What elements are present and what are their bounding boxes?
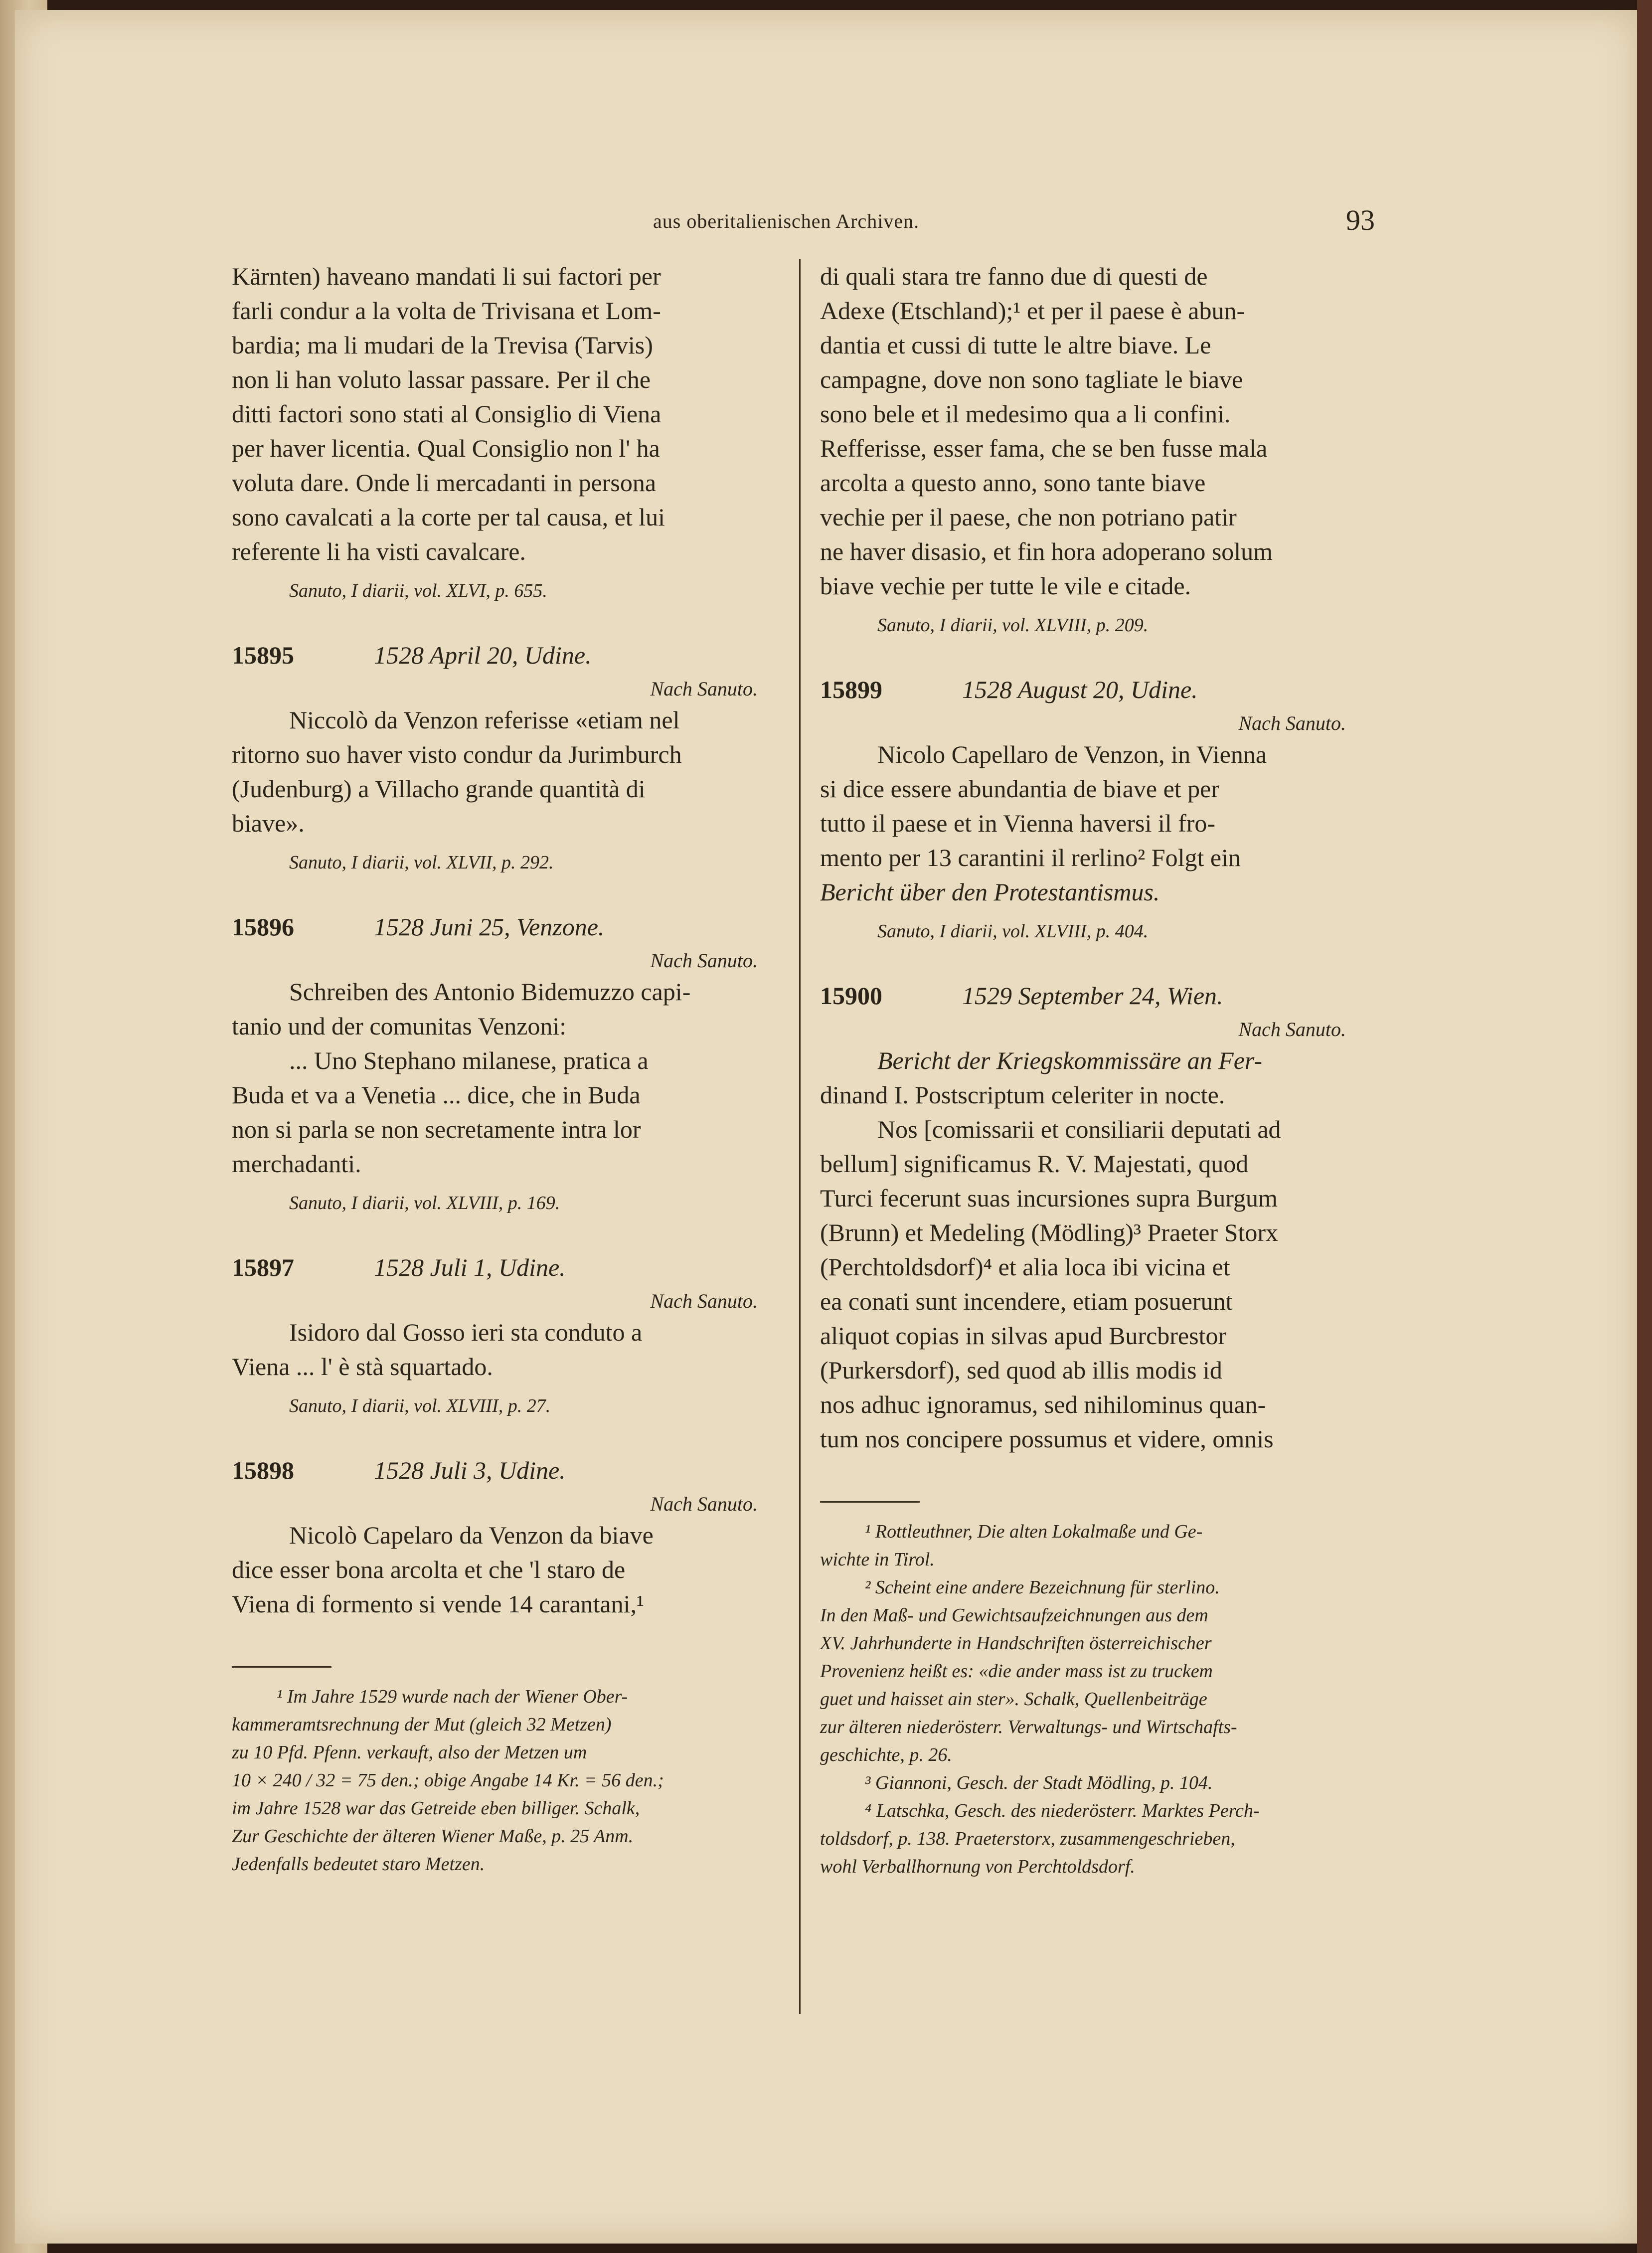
- entry-date: 1528 Juni 25, Venzone.: [374, 913, 605, 941]
- page-number: 93: [1346, 204, 1375, 236]
- entry-nach: Nach Sanuto.: [1238, 712, 1346, 734]
- right-column: [820, 259, 1373, 1881]
- left-footnotes: [232, 1683, 785, 1878]
- text-line: Nicolò Capelaro da Venzon da biave: [289, 1521, 654, 1549]
- entry-15895: [232, 641, 785, 877]
- footnote-line: kammeramtsrechnung der Mut (gleich 32 Metzen): [232, 1714, 612, 1735]
- entry-15896: [232, 912, 785, 1218]
- source-citation: Sanuto, I diarii, vol. XLVI, p. 655.: [289, 580, 547, 601]
- column-divider: [799, 259, 801, 2014]
- text-line: ... Uno Stephano milanese, pratica a: [289, 1046, 649, 1074]
- text-line: merchadanti.: [232, 1150, 361, 1178]
- text-line: farli condur a la volta de Trivisana et Lom-: [232, 297, 661, 325]
- text-line: arcolta a questo anno, sono tante biave: [820, 469, 1206, 497]
- footnote-line: 10 × 240 / 32 = 75 den.; obige Angabe 14 Kr. = 56 den.;: [232, 1770, 664, 1791]
- text-line: Niccolò da Venzon referisse «etiam nel: [289, 706, 680, 734]
- entry-number: 15897: [232, 1253, 294, 1281]
- entry-number: 15899: [820, 676, 882, 703]
- text-line: Viena di formento si vende 14 carantani,¹: [232, 1590, 644, 1618]
- footnote-line: zu 10 Pfd. Pfenn. verkauft, also der Metzen um: [232, 1742, 587, 1763]
- footnote-line: Provenienz heißt es: «die ander mass ist zu truckem: [820, 1661, 1213, 1682]
- text-line: ne haver disasio, et fin hora adoperano solum: [820, 537, 1273, 565]
- entry-15900: [820, 981, 1373, 1456]
- footnote-line: ³ Giannoni, Gesch. der Stadt Mödling, p. 104.: [865, 1772, 1213, 1793]
- text-line: dice esser bona arcolta et che 'l staro de: [232, 1556, 626, 1583]
- text-line: Adexe (Etschland);¹ et per il paese è abun-: [820, 297, 1245, 325]
- footnote-line: ¹ Rottleuthner, Die alten Lokalmaße und Ge-: [865, 1521, 1203, 1542]
- source-citation: Sanuto, I diarii, vol. XLVIII, p. 27.: [289, 1395, 551, 1416]
- text-line: Bericht über den Protestantismus.: [820, 878, 1160, 906]
- text-line: bellum] significamus R. V. Majestati, quod: [820, 1150, 1249, 1178]
- running-title: aus oberitalienischen Archiven.: [653, 210, 920, 232]
- footnote-line: XV. Jahrhunderte in Handschriften österreichischer: [820, 1633, 1212, 1654]
- footnote-line: zur älteren niederösterr. Verwaltungs- und Wirtschafts-: [820, 1717, 1237, 1737]
- text-line: (Brunn) et Medeling (Mödling)³ Praeter Storx: [820, 1218, 1278, 1246]
- footnote-line: toldsdorf, p. 138. Praeterstorx, zusammengeschrieben,: [820, 1828, 1235, 1849]
- footnote-rule: [232, 1666, 331, 1668]
- text-line: Schreiben des Antonio Bidemuzzo capi-: [289, 978, 691, 1006]
- entry-number: 15900: [820, 982, 882, 1010]
- text-line: tanio und der comunitas Venzoni:: [232, 1012, 567, 1040]
- text-line: sono bele et il medesimo qua a li confini.: [820, 400, 1231, 428]
- source-citation: Sanuto, I diarii, vol. XLVIII, p. 404.: [877, 921, 1149, 942]
- text-line: referente li ha visti cavalcare.: [232, 537, 526, 565]
- text-line: ritorno suo haver visto condur da Jurimburch: [232, 740, 682, 768]
- entry-nach: Nach Sanuto.: [650, 1290, 758, 1312]
- footnote-line: ² Scheint eine andere Bezeichnung für sterlino.: [865, 1577, 1220, 1598]
- entry-number: 15895: [232, 641, 294, 669]
- footnote-rule: [820, 1501, 920, 1503]
- entry-nach: Nach Sanuto.: [1238, 1018, 1346, 1040]
- footnote-line: ¹ Im Jahre 1529 wurde nach der Wiener Ober-: [277, 1686, 628, 1707]
- text-line: biave vechie per tutte le vile e citade.: [820, 572, 1191, 600]
- text-line: Buda et va a Venetia ... dice, che in Buda: [232, 1081, 641, 1109]
- footnote-line: guet und haisset ain ster». Schalk, Quellenbeiträge: [820, 1689, 1207, 1710]
- page-header: [0, 204, 1652, 239]
- text-line: di quali stara tre fanno due di questi de: [820, 262, 1208, 290]
- text-line: Turci fecerunt suas incursiones supra Burgum: [820, 1184, 1278, 1212]
- entry-date: 1528 Juli 1, Udine.: [374, 1253, 566, 1281]
- entry-date: 1528 Juli 3, Udine.: [374, 1456, 566, 1484]
- footnote-line: wohl Verballhornung von Perchtoldsdorf.: [820, 1856, 1135, 1877]
- text-line: non li han voluto lassar passare. Per il che: [232, 365, 651, 393]
- text-line: si dice essere abundantia de biave et per: [820, 775, 1220, 803]
- text-line: non si parla se non secretamente intra lor: [232, 1115, 641, 1143]
- text-line: Isidoro dal Gosso ieri sta conduto a: [289, 1318, 643, 1346]
- left-continuation: [232, 259, 785, 606]
- text-line: tutto il paese et in Vienna haversi il fro-: [820, 809, 1216, 837]
- text-line: (Judenburg) a Villacho grande quantità di: [232, 775, 646, 803]
- text-line: Viena ... l' è stà squartado.: [232, 1353, 493, 1381]
- entry-nach: Nach Sanuto.: [650, 678, 758, 700]
- entry-nach: Nach Sanuto.: [650, 1493, 758, 1515]
- entry-nach: Nach Sanuto.: [650, 949, 758, 972]
- footnote-line: ⁴ Latschka, Gesch. des niederösterr. Marktes Perch-: [865, 1800, 1260, 1821]
- book-cover-edge: [1637, 0, 1652, 2253]
- entry-number: 15896: [232, 913, 294, 941]
- text-line: Nicolo Capellaro de Venzon, in Vienna: [877, 740, 1267, 768]
- text-line: campagne, dove non sono tagliate le biave: [820, 365, 1243, 393]
- text-line: nos adhuc ignoramus, sed nihilominus quan-: [820, 1390, 1266, 1418]
- source-citation: Sanuto, I diarii, vol. XLVIII, p. 169.: [289, 1193, 560, 1213]
- text-line: vechie per il paese, che non potriano patir: [820, 503, 1237, 531]
- left-column: [232, 259, 785, 1878]
- right-footnotes: [820, 1518, 1373, 1881]
- entry-15899: [820, 675, 1373, 946]
- footnote-line: im Jahre 1528 war das Getreide eben billiger. Schalk,: [232, 1798, 640, 1819]
- text-line: Nos [comissarii et consiliarii deputati ad: [877, 1115, 1281, 1143]
- text-line: biave».: [232, 809, 305, 837]
- text-line: (Purkersdorf), sed quod ab illis modis id: [820, 1356, 1222, 1384]
- entry-date: 1528 April 20, Udine.: [374, 641, 592, 669]
- right-continuation: [820, 259, 1373, 640]
- text-line: aliquot copias in silvas apud Burcbrestor: [820, 1322, 1227, 1350]
- footnote-line: geschichte, p. 26.: [820, 1744, 952, 1765]
- text-line: sono cavalcati a la corte per tal causa, et lui: [232, 503, 665, 531]
- footnote-line: Zur Geschichte der älteren Wiener Maße, p. 25 Anm.: [232, 1826, 634, 1847]
- text-line: mento per 13 carantini il rerlino² Folgt ein: [820, 844, 1241, 871]
- text-line: dantia et cussi di tutte le altre biave. Le: [820, 331, 1211, 359]
- text-line: Kärnten) haveano mandati li sui factori per: [232, 262, 661, 290]
- source-citation: Sanuto, I diarii, vol. XLVIII, p. 209.: [877, 615, 1149, 636]
- text-line: bardia; ma li mudari de la Trevisa (Tarvis): [232, 331, 653, 359]
- entry-number: 15898: [232, 1456, 294, 1484]
- entry-date: 1528 August 20, Udine.: [962, 676, 1198, 703]
- text-line: Refferisse, esser fama, che se ben fusse mala: [820, 434, 1268, 462]
- text-line: ea conati sunt incendere, etiam posuerunt: [820, 1287, 1233, 1315]
- text-line: tum nos concipere possumus et videre, omnis: [820, 1425, 1274, 1453]
- footnote-line: wichte in Tirol.: [820, 1549, 935, 1570]
- text-line: (Perchtoldsdorf)⁴ et alia loca ibi vicina et: [820, 1253, 1230, 1281]
- text-line: Bericht der Kriegskommissäre an Fer-: [877, 1046, 1263, 1074]
- text-line: per haver licentia. Qual Consiglio non l' ha: [232, 434, 660, 462]
- entry-15897: [232, 1253, 785, 1421]
- entry-date: 1529 September 24, Wien.: [962, 982, 1223, 1010]
- footnote-line: Jedenfalls bedeutet staro Metzen.: [232, 1854, 485, 1875]
- text-line: ditti factori sono stati al Consiglio di Viena: [232, 400, 661, 428]
- text-line: voluta dare. Onde li mercadanti in persona: [232, 469, 657, 497]
- source-citation: Sanuto, I diarii, vol. XLVII, p. 292.: [289, 852, 554, 873]
- footnote-line: In den Maß- und Gewichtsaufzeichnungen aus dem: [820, 1605, 1208, 1626]
- entry-15898: [232, 1456, 785, 1621]
- text-line: dinand I. Postscriptum celeriter in nocte.: [820, 1081, 1225, 1109]
